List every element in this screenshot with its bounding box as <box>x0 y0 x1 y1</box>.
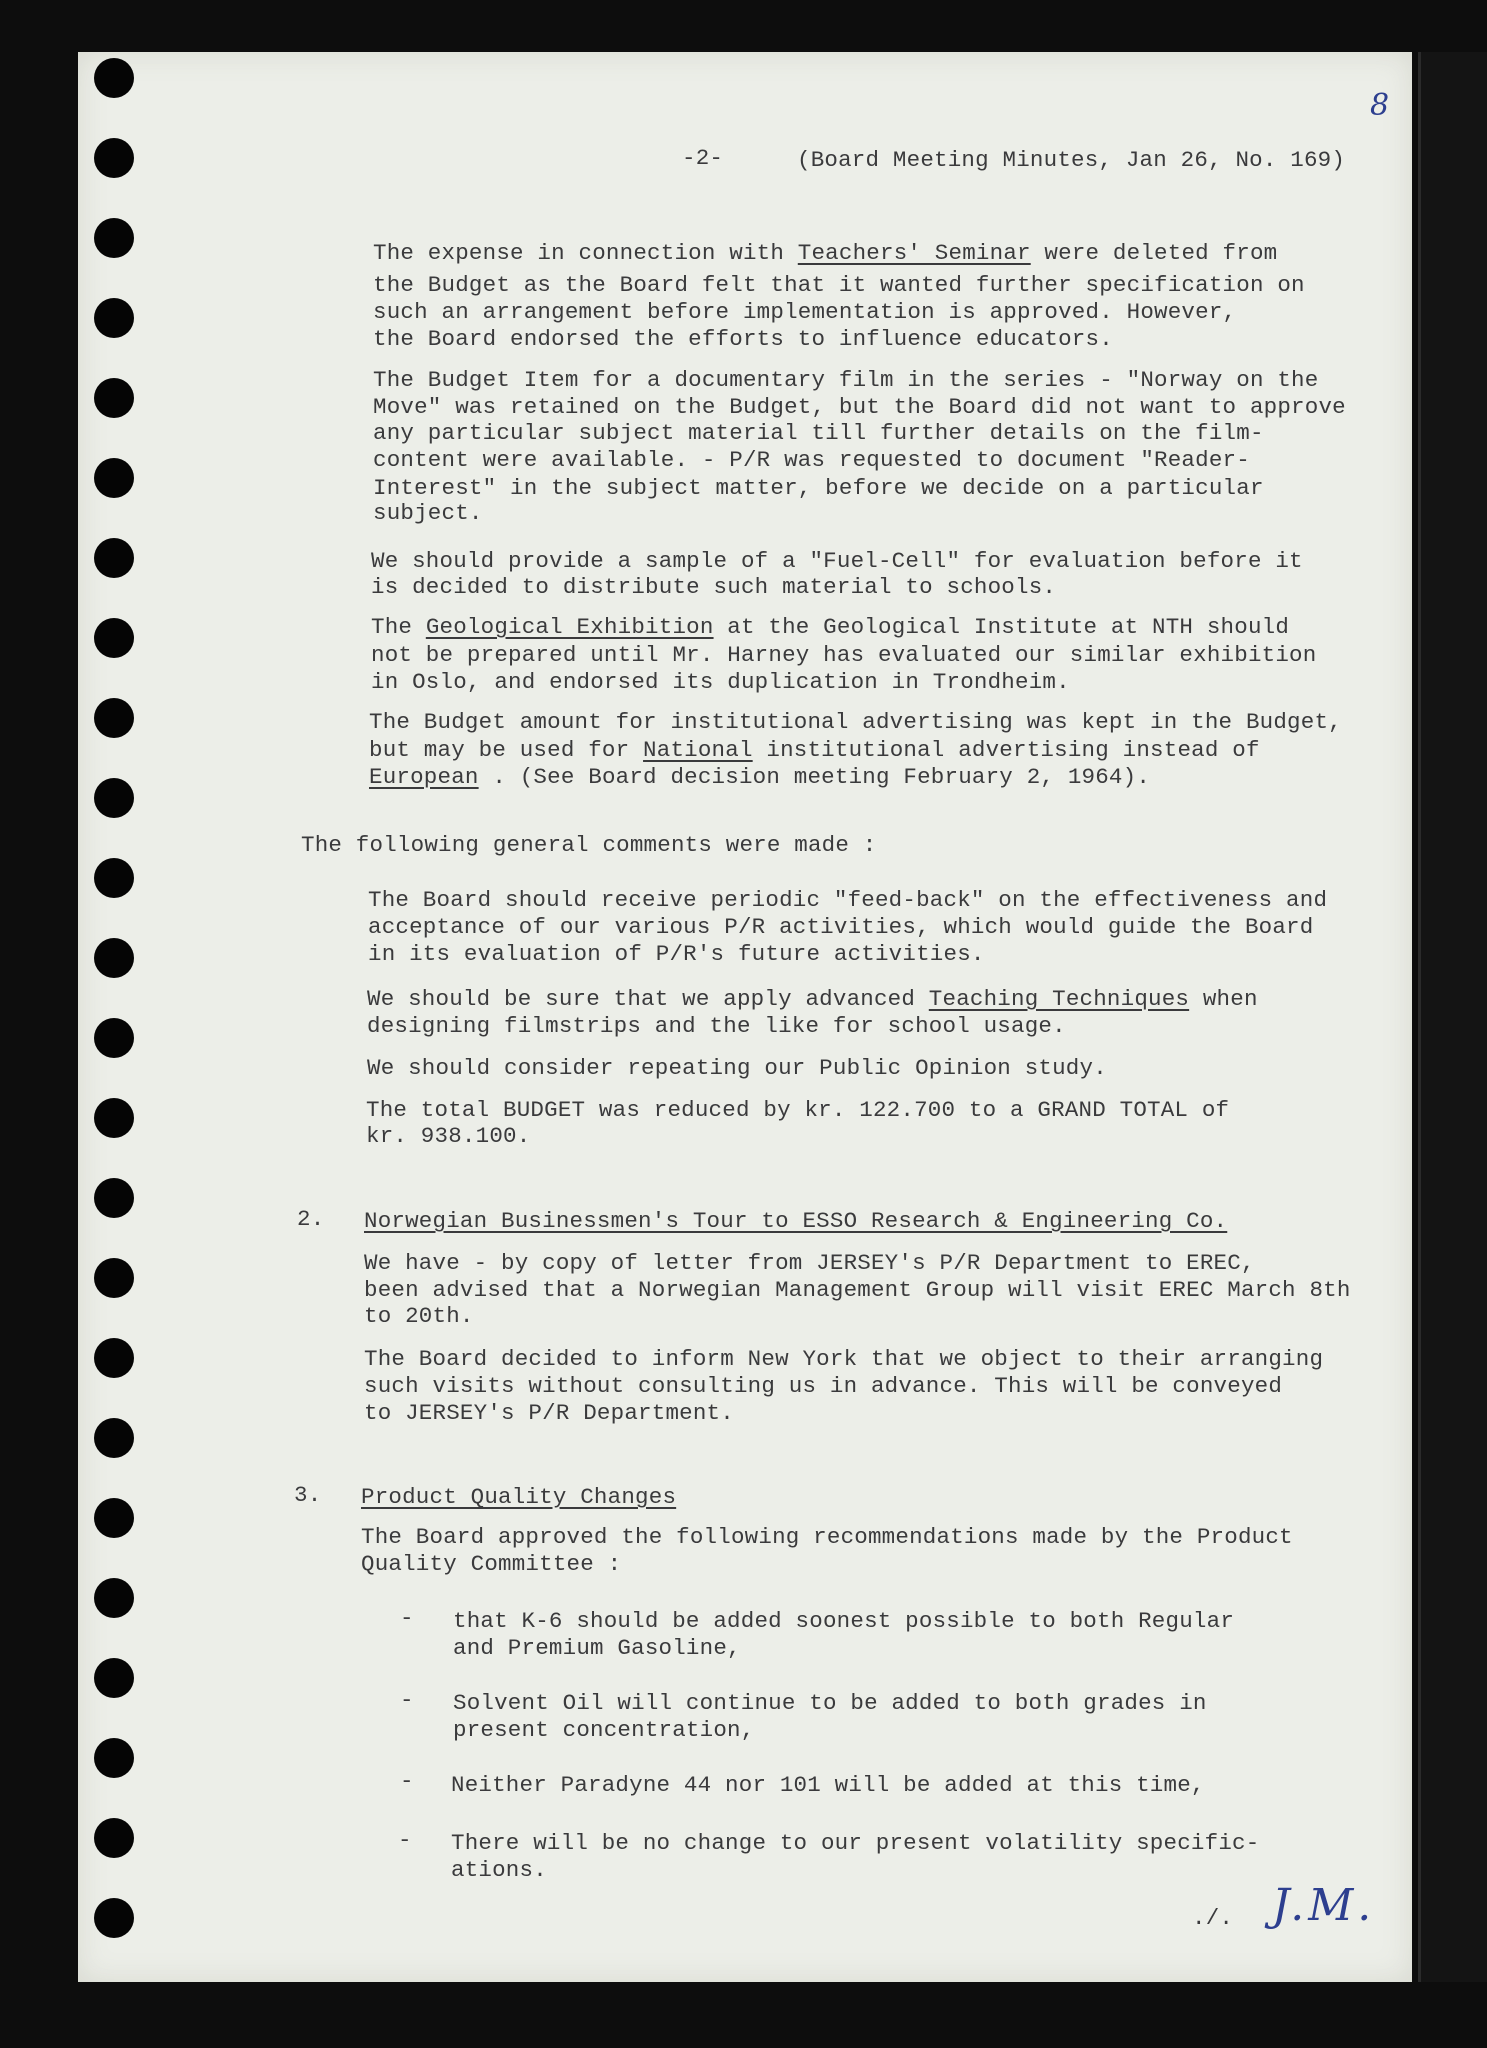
bullet-4-line2: ations. <box>451 1857 547 1883</box>
bullet-2-line2: present concentration, <box>453 1717 755 1743</box>
binder-hole <box>94 298 134 338</box>
para4-line3: in Oslo, and endorsed its duplication in Trondheim. <box>371 669 1070 695</box>
binder-hole <box>94 1738 134 1778</box>
binder-hole <box>94 698 134 738</box>
item3-intro-line1: The Board approved the following recommendations made by the Product <box>361 1524 1293 1550</box>
item2-p2-line2: such visits without consulting us in advance. This will be conveyed <box>364 1373 1283 1399</box>
binder-hole <box>94 58 134 98</box>
bullet-dash: - <box>398 1827 412 1853</box>
para2-line4: content were available. - P/R was requested to document "Reader- <box>373 447 1250 473</box>
general-p1-line2: acceptance of our various P/R activities, which would guide the Board <box>368 914 1314 940</box>
bullet-dash: - <box>400 1605 414 1631</box>
para3-line1: We should provide a sample of a "Fuel-Cell" for evaluation before it <box>371 548 1303 574</box>
binder-hole <box>94 1098 134 1138</box>
item2-p1-line3: to 20th. <box>364 1303 474 1329</box>
binder-hole <box>94 778 134 818</box>
binder-hole <box>94 1898 134 1938</box>
item2-p2-line3: to JERSEY's P/R Department. <box>364 1400 734 1426</box>
binder-hole <box>94 138 134 178</box>
para2-line1: The Budget Item for a documentary film in the series - "Norway on the <box>373 367 1319 393</box>
continued-mark: ./. <box>1192 1905 1234 1931</box>
item2-p1-line2: been advised that a Norwegian Management Group will visit EREC March 8th <box>364 1277 1351 1303</box>
item2-heading: Norwegian Businessmen's Tour to ESSO Research & Engineering Co. <box>364 1208 1228 1234</box>
underlined-term: Teaching Techniques <box>928 986 1190 1012</box>
para5-line2: but may be used for National institutional advertising instead of <box>369 737 1260 763</box>
binder-hole <box>94 1498 134 1538</box>
bullet-4-line1: There will be no change to our present volatility specific- <box>451 1830 1260 1856</box>
item2-number: 2. <box>297 1206 325 1232</box>
bullet-1-line1: that K-6 should be added soonest possible to both Regular <box>453 1608 1235 1634</box>
general-comments-intro: The following general comments were made : <box>301 832 877 858</box>
binder-hole <box>94 938 134 978</box>
binder-hole <box>94 1658 134 1698</box>
para2-line5: Interest" in the subject matter, before we decide on a particular <box>373 475 1264 501</box>
bullet-dash: - <box>400 1687 414 1713</box>
general-p3-line1: We should consider repeating our Public Opinion study. <box>367 1055 1107 1081</box>
binder-hole <box>94 1418 134 1458</box>
para1-line4: the Board endorsed the efforts to influence educators. <box>373 326 1113 352</box>
item2-p1-line1: We have - by copy of letter from JERSEY's P/R Department to EREC, <box>364 1250 1255 1276</box>
general-p2-line1: We should be sure that we apply advanced Teaching Techniques when <box>367 986 1258 1012</box>
item3-heading: Product Quality Changes <box>361 1484 677 1510</box>
binder-hole <box>94 378 134 418</box>
binder-hole <box>94 218 134 258</box>
binder-hole <box>94 1018 134 1058</box>
para1-line2: the Budget as the Board felt that it wanted further specification on <box>373 272 1305 298</box>
para1-line1: The expense in connection with Teachers' Seminar were deleted from <box>373 240 1278 266</box>
general-p4-line2: kr. 938.100. <box>366 1123 531 1149</box>
item3-intro-line2: Quality Committee : <box>361 1551 622 1577</box>
bullet-3-line1: Neither Paradyne 44 nor 101 will be added at this time, <box>451 1772 1205 1798</box>
para2-line3: any particular subject material till further details on the film- <box>373 420 1264 446</box>
item3-number: 3. <box>294 1482 322 1508</box>
binder-hole <box>94 1338 134 1378</box>
para4-line1: The Geological Exhibition at the Geological Institute at NTH should <box>371 614 1290 640</box>
page-title: (Board Meeting Minutes, Jan 26, No. 169) <box>797 147 1346 173</box>
para4-line2: not be prepared until Mr. Harney has evaluated our similar exhibition <box>371 642 1317 668</box>
general-p1-line1: The Board should receive periodic "feed-back" on the effectiveness and <box>368 887 1328 913</box>
handwritten-initials: J.M. <box>1272 1880 1376 1931</box>
bullet-dash: - <box>400 1768 414 1794</box>
underlined-term: Geological Exhibition <box>425 614 714 640</box>
binder-hole <box>94 618 134 658</box>
para2-line2: Move" was retained on the Budget, but the Board did not want to approve <box>373 394 1346 420</box>
para1-line3: such an arrangement before implementation is approved. However, <box>373 299 1237 325</box>
bullet-2-line1: Solvent Oil will continue to be added to both grades in <box>453 1690 1207 1716</box>
binder-hole <box>94 858 134 898</box>
general-p4-line1: The total BUDGET was reduced by kr. 122.700 to a GRAND TOTAL of <box>366 1097 1230 1123</box>
page-number: -2- <box>682 145 724 171</box>
binder-hole <box>94 1818 134 1858</box>
binder-hole <box>94 1578 134 1618</box>
page-edge-strip <box>1418 52 1487 1982</box>
binder-hole <box>94 1178 134 1218</box>
para2-line6: subject. <box>373 500 483 526</box>
para5-line1: The Budget amount for institutional advertising was kept in the Budget, <box>369 709 1342 735</box>
binder-hole <box>94 538 134 578</box>
underlined-term: Teachers' Seminar <box>797 240 1031 266</box>
para3-line2: is decided to distribute such material to schools. <box>371 574 1057 600</box>
underlined-term: European <box>369 764 479 790</box>
binder-hole <box>94 458 134 498</box>
general-p1-line3: in its evaluation of P/R's future activities. <box>368 941 985 967</box>
item2-p2-line1: The Board decided to inform New York that we object to their arranging <box>364 1346 1324 1372</box>
underlined-term: National <box>643 737 753 763</box>
para5-line3: European . (See Board decision meeting February 2, 1964). <box>369 764 1151 790</box>
binder-hole <box>94 1258 134 1298</box>
bullet-1-line2: and Premium Gasoline, <box>453 1635 741 1661</box>
handwritten-page-mark: 8 <box>1370 88 1390 123</box>
general-p2-line2: designing filmstrips and the like for school usage. <box>367 1013 1066 1039</box>
